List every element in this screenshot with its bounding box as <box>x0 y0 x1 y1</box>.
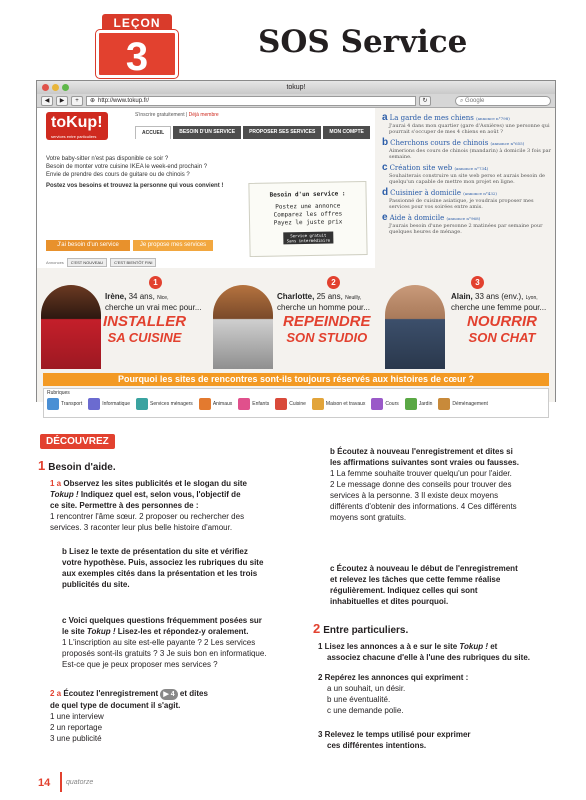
login-link[interactable]: Déjà membre <box>188 112 219 118</box>
ad-letter: a <box>382 112 388 123</box>
site-banner: Pourquoi les sites de rencontres sont-ils toujours réservés aux histoires de cœur ? <box>43 373 549 386</box>
forward-icon[interactable]: ▶ <box>56 96 68 106</box>
rubrique-services-menagers[interactable]: Services ménagers <box>136 398 193 410</box>
ad-desc: J'aurais besoin d'une personne 2 matinées par semaine pour quelques heures de ménage. <box>389 223 543 235</box>
intro-line: Envie de prendre des cours de guitare ou de chinois ? <box>46 172 190 178</box>
sign-line: Comparez les offres <box>273 210 343 219</box>
ad-title: Création site web (annonce n°734) <box>389 164 489 172</box>
person-card[interactable] <box>41 274 211 369</box>
section-tag: DÉCOUVREZ <box>40 434 115 449</box>
person-name: Alain, 33 ans (env.), Lyon, cherche une femme pour... <box>451 292 547 312</box>
exercise-2c: c Écoutez à nouveau le début de l'enregistrement et relevez les tâches que cette femme réalise régulièrement. Indiquez celles qui sont inhabituelles et dites pourquoi. <box>330 564 518 606</box>
site-top <box>37 108 375 268</box>
rubriques-list <box>47 398 488 410</box>
nav-offer-service[interactable]: PROPOSER SES SERVICES <box>243 126 321 139</box>
rubrique-informatique[interactable]: Informatique <box>88 398 130 410</box>
lesson-number: 3 <box>96 30 178 78</box>
exercise-number: 1 <box>38 458 46 473</box>
exercise-2a: 2 a Écoutez l'enregistrement ▶ 4 et dites de quel type de document il s'agit. 1 une interview 2 un reportage 3 une publicité <box>50 689 208 743</box>
person-headline: INSTALLER SA CUISINE <box>103 313 187 345</box>
site-topline: S'inscrire gratuitement | Déjà membre <box>135 112 219 118</box>
ad-item[interactable] <box>382 164 552 185</box>
exercise-1-heading <box>38 458 116 473</box>
ad-title: Aide à domicile (annonce n°968) <box>389 214 481 222</box>
rubrique-enfants[interactable]: Enfants <box>238 398 269 410</box>
page-number: 14 <box>38 777 51 789</box>
reload-icon[interactable]: ↻ <box>419 96 431 106</box>
footer-divider <box>60 772 62 792</box>
exercise-ep-1: 1 Lisez les annonces a à e sur le site Tokup ! et associez chacune d'elle à l'une des rubriques du site. <box>318 642 530 662</box>
plant-icon <box>405 398 417 410</box>
site-logo[interactable] <box>46 112 108 140</box>
ad-title: La garde de mes chiens (annonce n°798) <box>389 114 510 122</box>
nav-account[interactable]: MON COMPTE <box>323 126 369 139</box>
person-photo <box>213 285 273 369</box>
rubrique-cours[interactable]: Cours <box>371 398 398 410</box>
exercise-1c: c Voici quelques questions fréquemment posées sur le site Tokup ! Lisez-les et répondez-y oralement. 1 L'inscription au site est-elle payante ? 2 Les services proposés sont-ils gratuits ? 3 Je suis bon en informatique. Est-ce que je peux proposer mes services ? <box>62 616 267 669</box>
rubrique-jardin[interactable]: Jardin <box>405 398 433 410</box>
ad-item[interactable] <box>382 114 552 135</box>
maximize-icon[interactable] <box>62 84 69 91</box>
person-headline: NOURRIR SON CHAT <box>467 313 537 345</box>
close-icon[interactable] <box>42 84 49 91</box>
person-number: 3 <box>471 276 484 289</box>
intro-strong: Postez vos besoins et trouvez la personne qui vous convient ! <box>46 183 224 189</box>
ad-desc: Aimerions des cours de chinois (mandarin) à domicile 3 fois par semaine. <box>389 148 551 160</box>
ad-letter: b <box>382 137 389 148</box>
person-name: Charlotte, 25 ans, Neuilly, cherche un homme pour... <box>277 292 370 312</box>
logo-tagline: services entre particuliers <box>51 134 97 139</box>
ad-letter: d <box>382 187 389 198</box>
sign-line: Payez le juste prix <box>273 218 343 227</box>
person-photo <box>385 285 445 369</box>
search-input[interactable] <box>455 96 551 106</box>
back-icon[interactable]: ◀ <box>41 96 53 106</box>
url-text: http://www.tokup.fr/ <box>98 97 150 104</box>
paw-icon <box>199 398 211 410</box>
ad-item[interactable] <box>382 189 552 210</box>
exercise-ep-2: 2 Repérez les annonces qui expriment : a un souhait, un désir. b une éventualité. c une demande polie. <box>318 673 469 715</box>
exercise-title: Entre particuliers. <box>323 625 409 636</box>
sign-heading: Besoin d'un service : <box>269 190 346 199</box>
person-photo <box>41 285 101 369</box>
exercise-title: Besoin d'aide. <box>48 462 116 473</box>
box-icon <box>438 398 450 410</box>
exercise-ep-3: 3 Relevez le temps utilisé pour exprimer ces différentes intentions. <box>318 730 471 750</box>
offer-service-button[interactable]: Je propose mes services <box>133 240 213 251</box>
ad-title: Cherchons cours de chinois (annonce n°655) <box>390 139 525 147</box>
nav-need-service[interactable]: BESOIN D'UN SERVICE <box>173 126 241 139</box>
stamp-line: Sans intermédiaire <box>286 237 331 244</box>
globe-icon: ⊕ <box>90 97 96 104</box>
service-sign <box>248 181 367 257</box>
person-card[interactable] <box>213 274 383 369</box>
subtab-soon[interactable]: C'EST BIENTÔT FINI <box>110 258 156 267</box>
person-headline: REPEINDRE SON STUDIO <box>283 313 371 345</box>
ad-item[interactable] <box>382 139 552 160</box>
window-title: tokup! <box>286 84 306 91</box>
ads-list <box>382 114 552 239</box>
window-controls <box>42 84 69 91</box>
nav-home[interactable]: ACCUEIL <box>135 126 171 139</box>
rubrique-maison[interactable]: Maison et travaux <box>312 398 365 410</box>
browser-titlebar <box>37 81 555 94</box>
person-name: Irène, 34 ans, Nice, cherche un vrai mec pour... <box>105 292 202 312</box>
browser-toolbar <box>37 94 555 108</box>
exercise-1b: b Lisez le texte de présentation du site et vérifiez votre hypothèse. Puis, associez les rubriques du site aux exemples cités dans la présentation et les trois publicités du site. <box>62 547 264 589</box>
rubrique-demenagement[interactable]: Déménagement <box>438 398 488 410</box>
exercise-number: 2 <box>313 621 321 636</box>
ad-letter: e <box>382 212 388 223</box>
rubrique-cuisine[interactable]: Cuisine <box>275 398 306 410</box>
sign-line: Postez une annonce <box>275 202 341 211</box>
signup-link[interactable]: S'inscrire gratuitement <box>135 112 185 118</box>
subtabs-label: Annonces <box>46 260 64 265</box>
rubriques-title: Rubriques <box>47 390 70 396</box>
ads-subtabs <box>46 258 156 267</box>
subtab-new[interactable]: C'EST NOUVEAU <box>67 258 107 267</box>
hammer-icon <box>312 398 324 410</box>
lesson-badge <box>96 14 178 80</box>
sign-stamp <box>284 232 334 245</box>
ad-title: Cuisinier à domicile (annonce n°432) <box>390 189 497 197</box>
site-page <box>37 108 555 407</box>
people-ads <box>37 274 555 369</box>
computer-icon <box>88 398 100 410</box>
cutlery-icon <box>275 398 287 410</box>
search-icon: ⌕ <box>460 97 466 104</box>
stamp-line: Service gratuit <box>290 232 327 239</box>
page-number-word: quatorze <box>66 779 94 786</box>
exercise-2-heading <box>313 621 408 636</box>
person-number: 1 <box>149 276 162 289</box>
search-placeholder: Google <box>465 97 485 104</box>
exercise-2b: b Écoutez à nouveau l'enregistrement et dites si les affirmations suivantes sont vraies ou fausses. 1 La femme souhaite trouver quelqu'un pour l'aider. 2 Le message donne des conseils pour trouver des services à la personne. 3 Il existe deux moyens différents d'obtenir des informations. 4 Ces différents moyens sont gratuits. <box>330 447 519 522</box>
ad-item[interactable] <box>382 214 552 235</box>
browser-window <box>36 80 556 407</box>
logo-text: toKup! <box>51 114 103 131</box>
ad-letter: c <box>382 162 388 173</box>
page-title: SOS Service <box>258 24 468 60</box>
need-service-button[interactable]: J'ai besoin d'un service <box>46 240 130 251</box>
url-input[interactable] <box>86 96 416 106</box>
ad-desc: Passionné de cuisine asiatique, je voudrais proposer mes services pour vos soirées entre amis. <box>389 198 534 210</box>
rubrique-transport[interactable]: Transport <box>47 398 82 410</box>
lesson-label: LEÇON <box>102 14 172 32</box>
child-icon <box>238 398 250 410</box>
car-icon <box>47 398 59 410</box>
add-tab-icon[interactable]: + <box>71 96 83 106</box>
pencil-icon <box>371 398 383 410</box>
broom-icon <box>136 398 148 410</box>
person-number: 2 <box>327 276 340 289</box>
rubrique-animaux[interactable]: Animaux <box>199 398 232 410</box>
ad-desc: J'aurai 4 dans mon quartier (gare d'Asnières) une personne qui pourrait s'occuper de mes 4 chiens en août ? <box>389 123 550 135</box>
ad-desc: Souhaiterais construire un site web perso et aurais besoin de quelqu'un capable de mettre mon projet en ligne. <box>389 173 545 185</box>
site-intro <box>46 155 256 190</box>
person-card[interactable] <box>381 274 551 369</box>
site-nav <box>135 126 370 139</box>
intro-line: Besoin de monter votre cuisine IKEA le week-end prochain ? <box>46 164 208 170</box>
exercise-1a: 1 a Observez les sites publicités et le slogan du site Tokup ! Indiquez quel est, selon vous, l'objectif de ce site. Permettre à des personnes de : 1 rencontrer l'âme sœur. 2 proposer ou rechercher des services. 3 raconter leur plus belle histoire d'amour. <box>50 479 247 532</box>
rubriques-panel <box>43 388 549 418</box>
intro-line: Votre baby-sitter n'est pas disponible ce soir ? <box>46 156 169 162</box>
minimize-icon[interactable] <box>52 84 59 91</box>
audio-icon[interactable]: ▶ 4 <box>160 689 177 700</box>
